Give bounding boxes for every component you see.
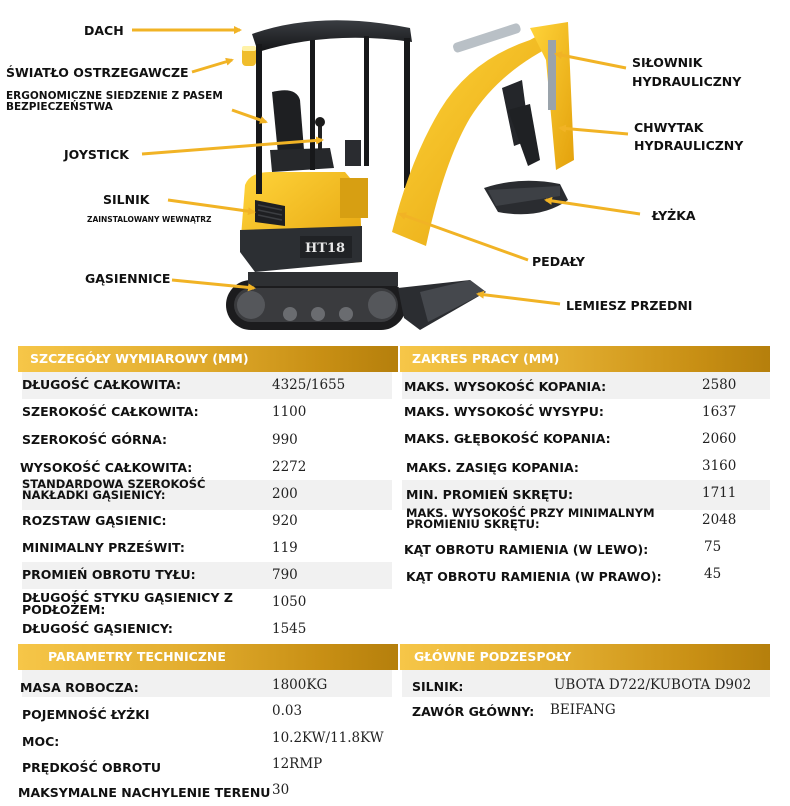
work-label: KĄT OBROTU RAMIENIA (W LEWO):	[404, 542, 649, 557]
dim-label: ROZSTAW GĄSIENIC:	[22, 513, 167, 528]
callout-silnik-sub: ZAINSTALOWANY WEWNĄTRZ	[87, 215, 212, 224]
dimensions-header: SZCZEGÓŁY WYMIAROWY (MM)	[18, 346, 398, 372]
dim-label-line1: STANDARDOWA SZEROKOŚĆ	[22, 477, 206, 491]
work-value: 2060	[702, 431, 737, 447]
callout-lyzka: ŁYŻKA	[652, 208, 696, 223]
work-label-line1: MAKS. WYSOKOŚĆ PRZY MINIMALNYM	[406, 506, 655, 520]
dim-label: PROMIEŃ OBROTU TYŁU:	[22, 567, 196, 582]
work-label: MAKS. WYSOKOŚĆ WYSYPU:	[404, 404, 604, 419]
work-range-header: ZAKRES PRACY (MM)	[400, 346, 770, 372]
work-label: MAKS. WYSOKOŚĆ KOPANIA:	[404, 379, 607, 394]
dim-label-line1: DŁUGOŚĆ STYKU GĄSIENICY Z	[22, 590, 233, 605]
work-label: MAKS. GŁĘBOKOŚĆ KOPANIA:	[404, 431, 611, 446]
work-value: 2048	[702, 512, 737, 528]
technical-header: PARAMETRY TECHNICZNE	[18, 644, 398, 670]
excavator-illustration	[0, 0, 790, 345]
tech-value: 12RMP	[272, 756, 323, 772]
callout-silnik: SILNIK	[103, 192, 150, 207]
dim-value: 1545	[272, 621, 307, 637]
tech-label: MAKSYMALNE NACHYLENIE TERENU	[18, 785, 271, 800]
callout-pedaly: PEDAŁY	[532, 254, 585, 269]
work-value: 2580	[702, 377, 737, 393]
callout-siedzenie-line2: BEZPIECZEŃSTWA	[6, 101, 113, 113]
callout-silownik-line2: HYDRAULICZNY	[632, 74, 742, 89]
work-value: 1637	[702, 404, 737, 420]
tech-label: POJEMNOŚĆ ŁYŻKI	[22, 707, 150, 722]
dim-label: DŁUGOŚĆ CAŁKOWITA:	[22, 377, 182, 392]
dim-label-line2: PODŁOŻEM:	[22, 602, 106, 617]
work-label: KĄT OBROTU RAMIENIA (W PRAWO):	[406, 569, 662, 584]
callout-lemiesz: LEMIESZ PRZEDNI	[566, 298, 693, 313]
tech-value: 10.2KW/11.8KW	[272, 730, 384, 746]
callout-chwytak-line1: CHWYTAK	[634, 120, 704, 135]
callout-swiatlo-ostrzegawcze: ŚWIATŁO OSTRZEGAWCZE	[6, 65, 189, 80]
tech-label: PRĘDKOŚĆ OBROTU	[22, 760, 162, 775]
dim-value: 790	[272, 567, 298, 583]
components-header: GŁÓWNE PODZESPOŁY	[400, 644, 770, 670]
dim-label: SZEROKOŚĆ CAŁKOWITA:	[22, 404, 199, 419]
dim-label: DŁUGOŚĆ GĄSIENICY:	[22, 621, 173, 636]
component-value: BEIFANG	[550, 702, 616, 718]
dim-value: 990	[272, 432, 298, 448]
warning-beacon	[242, 46, 256, 66]
work-value: 1711	[702, 485, 737, 501]
tech-label: MOC:	[22, 734, 60, 749]
dim-value: 1100	[272, 404, 307, 420]
work-value: 45	[704, 566, 722, 582]
track-assembly	[226, 272, 406, 330]
dim-value: 2272	[272, 459, 307, 475]
work-value: 75	[704, 539, 722, 555]
callout-dach: DACH	[84, 23, 124, 38]
dim-label: MINIMALNY PRZEŚWIT:	[22, 540, 185, 555]
front-blade	[398, 280, 486, 330]
callout-siedzenie-line1: ERGONOMICZNE SIEDZENIE Z PASEM	[6, 90, 223, 102]
dim-value: 119	[272, 540, 298, 556]
component-label: SILNIK:	[412, 679, 464, 694]
dim-value: 920	[272, 513, 298, 529]
dim-value: 1050	[272, 594, 307, 610]
callout-joystick: JOYSTICK	[64, 147, 129, 162]
callout-silownik-line1: SIŁOWNIK	[632, 55, 703, 70]
product-illustration	[0, 0, 790, 345]
dim-label: WYSOKOŚĆ CAŁKOWITA:	[20, 460, 193, 475]
work-label: MIN. PROMIEŃ SKRĘTU:	[406, 487, 574, 502]
callout-gasienice: GĄSIENNICE	[85, 271, 171, 286]
operator-seat	[270, 90, 361, 172]
component-label: ZAWÓR GŁÓWNY:	[412, 704, 535, 719]
work-label: MAKS. ZASIĘG KOPANIA:	[406, 460, 579, 475]
dim-label: SZEROKOŚĆ GÓRNA:	[22, 432, 168, 447]
model-plate: HT18	[305, 241, 346, 256]
tech-label: MASA ROBOCZA:	[20, 680, 139, 695]
dim-value: 4325/1655	[272, 377, 346, 393]
work-label-line2: PROMIENIU SKRĘTU:	[406, 517, 540, 531]
boom-arm	[392, 22, 574, 246]
dim-label-line2: NAKŁADKI GĄSIENICY:	[22, 488, 166, 502]
dim-value: 200	[272, 486, 298, 502]
callout-chwytak-line2: HYDRAULICZNY	[634, 138, 744, 153]
tech-value: 1800KG	[272, 677, 328, 693]
work-value: 3160	[702, 458, 737, 474]
tech-value: 0.03	[272, 703, 303, 719]
tech-value: 30	[272, 782, 290, 798]
component-value: UBOTA D722/KUBOTA D902	[554, 677, 752, 693]
